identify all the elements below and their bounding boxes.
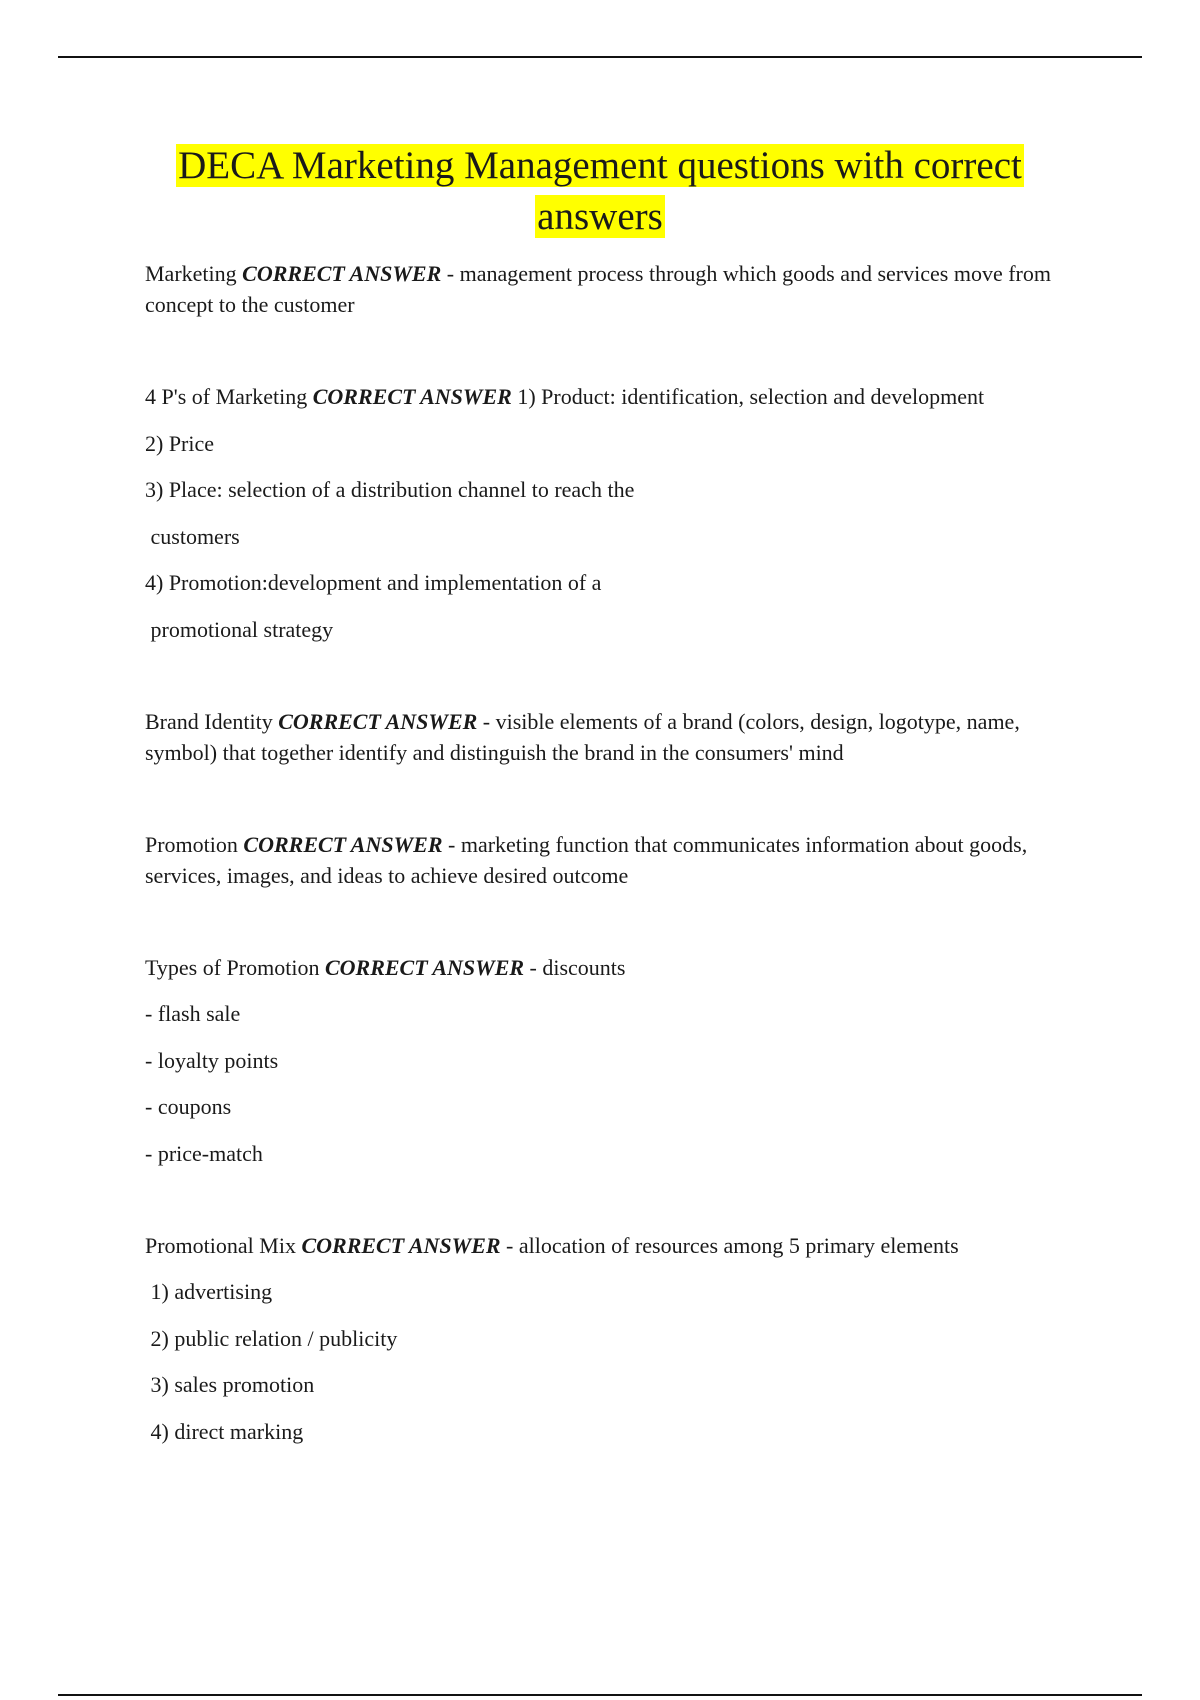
title-line-2: answers: [537, 195, 663, 238]
qa-question: [145, 258, 1080, 320]
answer-tag: CORRECT ANSWER: [278, 708, 478, 734]
qa-list: [145, 258, 1080, 1508]
answer-tag: CORRECT ANSWER: [301, 1232, 501, 1258]
answer-line: 3) Place: selection of a distribution channel to reach the: [145, 477, 635, 502]
answer-text: 1) Product: identification, selection and development: [511, 384, 985, 409]
answer-text: - discounts: [524, 954, 626, 980]
answer-line: 3) sales promotion: [145, 1372, 315, 1397]
term-text: Promotion: [145, 831, 244, 857]
answer-line: promotional strategy: [145, 616, 334, 642]
term-text: Marketing: [145, 261, 243, 286]
term-text: Promotional Mix: [145, 1232, 302, 1258]
answer-line: 1) advertising: [145, 1279, 273, 1304]
top-rule: [58, 56, 1142, 58]
term-text: Brand Identity: [145, 708, 279, 734]
answer-line: 4) direct marking: [145, 1418, 304, 1444]
answer-line: customers: [145, 523, 240, 549]
answer-tag: CORRECT ANSWER: [243, 831, 443, 857]
qa-question: [145, 952, 1080, 983]
bottom-rule: [58, 1694, 1142, 1696]
document-title: [0, 140, 1200, 242]
qa-entry: [145, 829, 1080, 891]
answer-text: - allocation of resources among 5 primary elements: [500, 1232, 959, 1258]
answer-line: - flash sale: [145, 1001, 241, 1026]
qa-entry: [145, 706, 1080, 768]
answer-tag: CORRECT ANSWER: [312, 384, 512, 409]
qa-entry: [145, 258, 1080, 320]
answer-tag: CORRECT ANSWER: [242, 261, 442, 286]
answer-line: - coupons: [145, 1094, 232, 1119]
qa-entry: [145, 952, 1080, 1169]
answer-line: 4) Promotion:development and implementation of a: [145, 570, 602, 595]
qa-question: [145, 706, 1080, 768]
answer-line: 2) Price: [145, 430, 215, 456]
term-text: Types of Promotion: [145, 954, 325, 980]
qa-question: [145, 381, 1080, 412]
answer-line: - loyalty points: [145, 1047, 279, 1073]
answer-line: 2) public relation / publicity: [145, 1325, 398, 1351]
answer-tag: CORRECT ANSWER: [324, 954, 525, 980]
answer-line: - price-match: [145, 1140, 263, 1166]
qa-question: [145, 829, 1080, 891]
qa-entry: [145, 381, 1080, 645]
answer-text: - management process through which goods and services move from concept to the customer: [145, 261, 1057, 317]
answer-text: - marketing function that communicates information about goods, services, images, and ideas to achieve desired outcome: [145, 831, 1033, 888]
answer-text: - visible elements of a brand (colors, design, logotype, name, symbol) that together identify and distinguish the brand in the consumers' mind: [145, 708, 1026, 765]
title-line-1: DECA Marketing Management questions with correct: [178, 144, 1022, 187]
term-text: 4 P's of Marketing: [145, 384, 313, 409]
qa-question: [145, 1230, 1080, 1261]
qa-entry: [145, 1230, 1080, 1447]
